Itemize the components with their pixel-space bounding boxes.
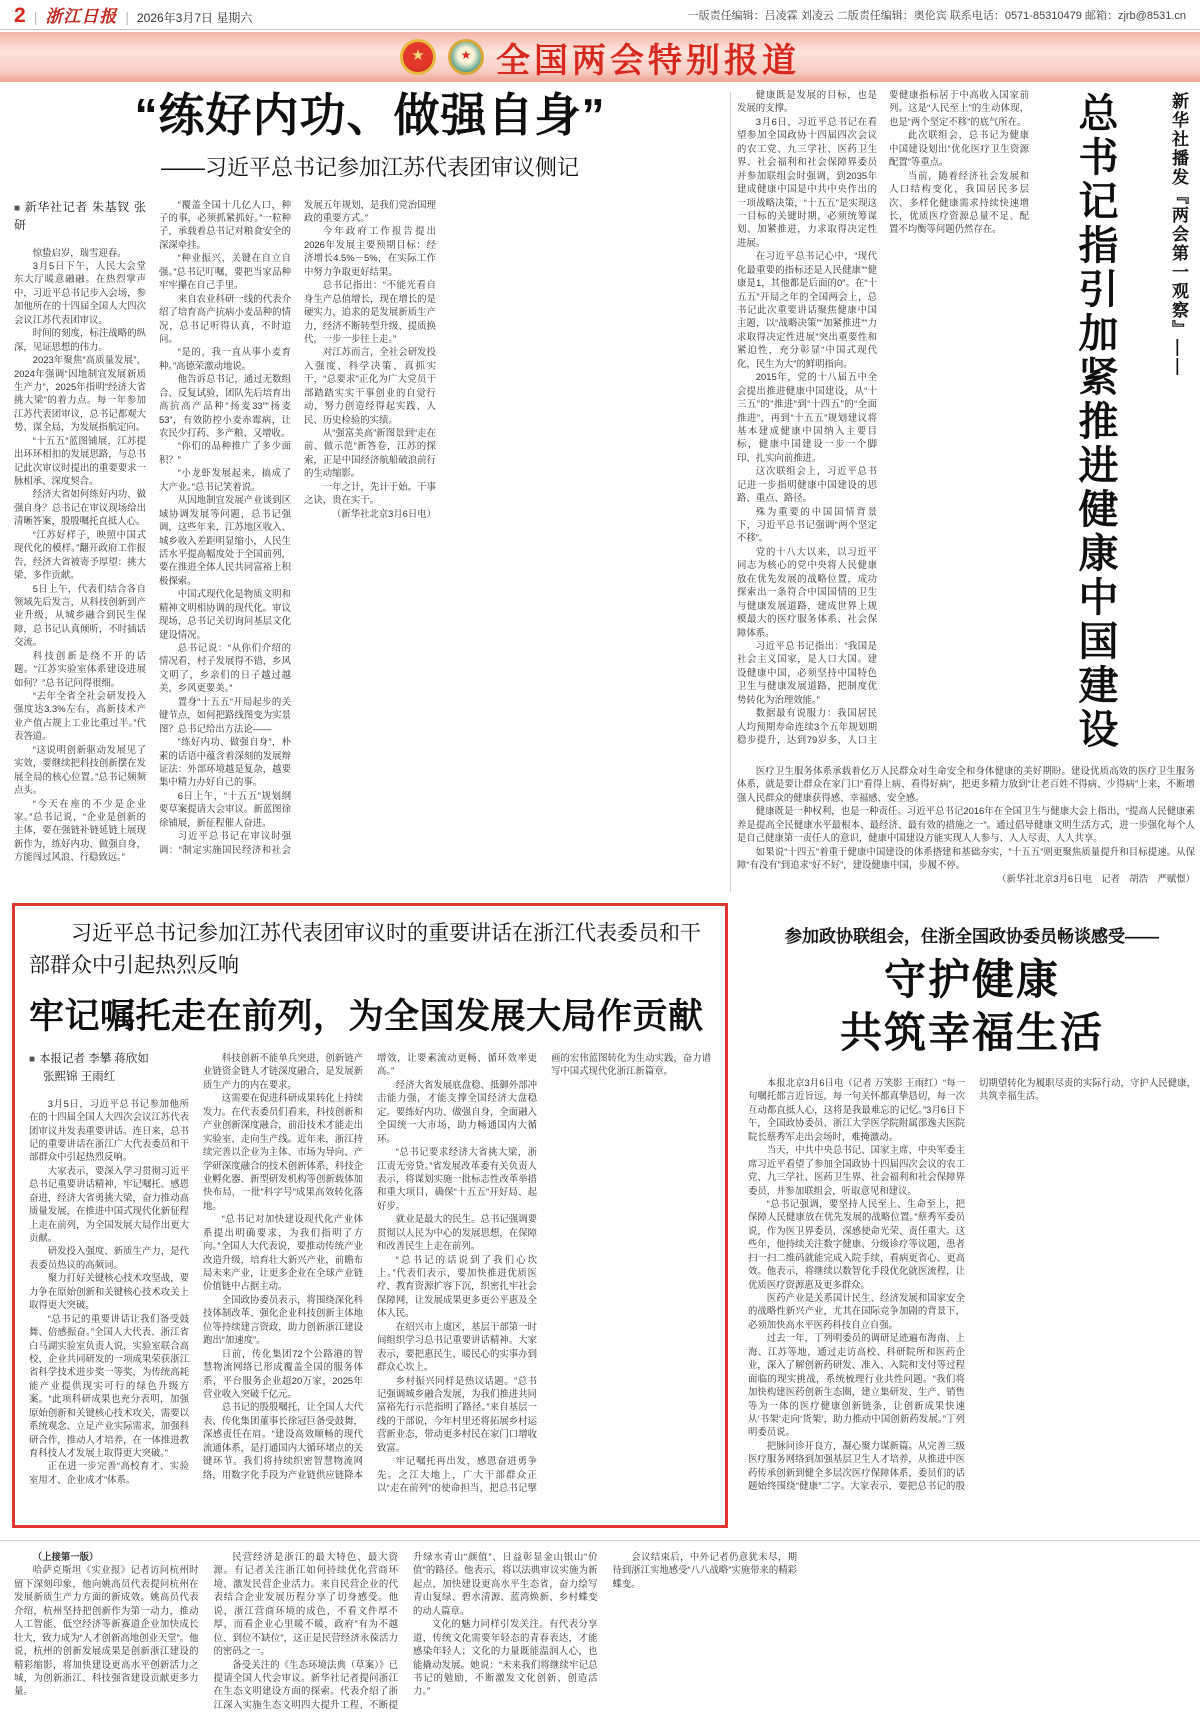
paragraph: “十五五”蓝图铺展，江苏提出环环相扣的发展思路，与总书记此次审议时提出的重要要求一脉相承、深度契合。 — [14, 434, 146, 487]
paragraph: 一年之计，先计于始。干事之诀，贵在实干。 — [304, 480, 436, 506]
paragraph: 2015年，党的十八届五中全会提出推进健康中国建设，从“十三五”的“推进”到“十四五”的“全面推进”，再到“十五五”规划建议将基本建成健康中国纳入主要目标，健康中国建设一步一个脚印、扎实向前推进。 — [737, 371, 877, 463]
byline-square-icon: ■ — [14, 202, 21, 214]
paragraph: 6日上午，“十五五”规划纲要草案提请大会审议。新蓝图徐徐铺展，新征程催人奋进。 — [159, 789, 291, 828]
health-article-columns — [737, 88, 1029, 756]
editors-line: 一版责任编辑：吕凌霖 刘凌云 二版责任编辑：奥伦宾 联系电话：0571-85310479 邮箱：zjrb@8531.cn — [687, 9, 1186, 22]
vertical-headline: 总书记指引加紧推进健康中国建设 — [1073, 92, 1117, 752]
continuation-section — [14, 1550, 1196, 1720]
paragraph: 牢记嘱托再出发，感恩奋进勇争先。之江大地上，广大干部群众正以“走在前列”的使命担当，把总书记擘画的宏伟蓝图转化为生动实践，奋力谱写中国式现代化浙江新篇章。 — [377, 1052, 711, 1493]
paragraph: 医疗卫生服务体系承载着亿万人民群众对生命安全和身体健康的美好期盼。建设优质高效的医疗卫生服务体系，就是要让群众在家门口“看得上病、看得好病”，把更多精力放到“让老百姓不得病、少得病”上来，不断增强人民群众的健康获得感、幸福感、安全感。 — [737, 765, 1195, 803]
paragraph: 科技创新是绕不开的话题。“江苏实验室体系建设进展如何？”总书记问得很细。 — [14, 649, 146, 688]
paragraph: 3月6日，习近平总书记在看望参加全国政协十四届四次会议的农工党、九三学社、医药卫生界、社会福利和社会保障界委员并参加联组会时强调，到2035年建成健康中国是中共中央作出的一项战略决策，“十五五”是实现这一目标的关键时期，必须统筹谋划、加紧推进，力求取得决定性进展。 — [737, 115, 877, 248]
paragraph: 备受关注的《生态环境法典（草案）》已提请全国人代会审议。新华社记者提问浙江在生态文明建设方面的探索。代表介绍了浙江深入实施生态文明四大提升工程、不断提升绿水青山“颜值”、日益彰显金山银山“价值”的路径。他表示，将以法典审议实施为新起点，加快建设更高水平生态省，奋力绘写青山复绿、碧水清源、蓝湾焕新、乡村蝶变的动人篇章。 — [213, 1551, 598, 1710]
paragraph: 习近平总书记在审议时强调：“制定实施国民经济和社会发展五年规划，是我们党治国理政的重要方式。” — [159, 198, 436, 855]
paragraph: 大家表示，要深入学习贯彻习近平总书记重要讲话精神，牢记嘱托、感恩奋进，经济大省勇挑大梁，奋力推动高质量发展，在推进中国式现代化新征程上走在前列，为全国发展大局作出更大贡献。 — [29, 1164, 189, 1243]
paragraph: 数据最有说服力：我国居民人均预期寿命连续3个五年规划期稳步提升，达到79岁多，人口主要健康指标居于中高收入国家前列。这是“人民至上”的生动体现，也是“两个坚定不移”的底气所在。 — [737, 89, 1029, 745]
paragraph: 医药产业是关系国计民生、经济发展和国家安全的战略性新兴产业，尤其在国际竞争加剧的背景下，必须加快高水平医药科技自立自强。 — [748, 1292, 965, 1330]
paragraph: 置身“十五五”开局起步的关键节点，如何把路线图变为实景图？总书记给出方法论—— — [159, 695, 291, 734]
paragraph: “小龙虾发展起来，搞成了大产业。”总书记笑着说。 — [159, 467, 291, 492]
paragraph: 来自农业科研一线的代表介绍了培育高产抗病小麦品种的情况，总书记听得认真，不时追问。 — [159, 292, 291, 344]
paragraph: 殊为重要的中国国情背景下，习近平总书记强调“两个坚定不移”。 — [737, 505, 877, 544]
paragraph: 聚力打好关键核心技术攻坚战，要力争在原始创新和关键核心技术攻关上取得更大突破。 — [29, 1272, 189, 1311]
main-article-columns — [14, 198, 726, 870]
vertical-divider — [730, 92, 731, 892]
paragraph: 他告诉总书记，通过无数组合、反复试验，团队先后培育出高抗高产品种“扬麦33”“扬麦53”，有效防控小麦赤霉病，让农民少打药、多产粮、又增收。 — [159, 373, 291, 439]
paragraph: “总书记的重要讲话让我们备受鼓舞、倍感振奋。”全国人大代表、浙江省白马湖实验室负责人说，实验室联合高校、企业共同研发的一项成果荣获浙江省科学技术进步奖一等奖，为传统高耗能产业提供现实可行的绿色升级方案。“此项科研成果也充分表明，加强原始创新和关键核心技术攻关，需要以系统观念、立足产业实际需求，加强科研合作，推动人才培养，在一体推进教育科技人才发展上取得更大突破。” — [29, 1312, 189, 1458]
horizontal-divider — [0, 1540, 1200, 1541]
paragraph: “去年全省全社会研发投入强度达3.3%左右，高新技术产业产值占规上工业比重过半。”代表答道。 — [14, 690, 146, 742]
paragraph: “覆盖全国十几亿人口，种子的事，必须抓紧抓好。”一粒种子，承载着总书记对粮食安全的深深牵挂。 — [159, 198, 291, 250]
paragraph: 如果说“十四五”着重于健康中国建设的体系搭建和基础夯实，“十五五”则更聚焦质量提升和目标提速。从保障“有没有”到追求“好不好”，建设健康中国，步履不停。 — [737, 845, 1195, 871]
boxed-article-columns — [29, 1051, 711, 1503]
xiehui-article-columns — [748, 1076, 1196, 1504]
article-xiehui — [748, 922, 1196, 1504]
paragraph: 5日上午，代表们结合各自领域先后发言，从科技创新到产业升级，从城乡融合到民生保障，总书记认真倾听，不时插话交流。 — [14, 582, 146, 648]
cppcc-emblem-icon — [448, 39, 484, 75]
paragraph: “江苏好样子，映照中国式现代化的模样。”翻开政府工作报告，经济大省被寄予厚望：挑大梁、多作贡献。 — [14, 528, 146, 581]
paragraph: 本报北京3月6日电（记者 万笑影 王雨红）“每一句嘱托都言近旨远，每一句关怀都真挚恳切，每一次互动都直抵人心，这将是我最难忘的记忆。”3月6日下午，全国政协委员、浙江大学医学院附属邵逸夫医院院长蔡秀军走出会场时，难掩激动。 — [748, 1077, 965, 1142]
vertical-headline-block — [1067, 92, 1195, 764]
paragraph: 健康既是发展的目标，也是发展的支撑。 — [737, 89, 877, 114]
paragraph: “今天在座的不少是企业家。”总书记说，“企业是创新的主体，要在强链补链延链上展现新作为，练好内功、做强自身，方能闯过风浪、行稳致远。” — [14, 797, 146, 863]
paragraph: 2023年聚焦“高质量发展”，2024年强调“因地制宜发展新质生产力”，2025年指明“经济大省挑大梁”的着力点。每一年参加江苏代表团审议，总书记都观大势、谋全局，为发展指航定向。 — [14, 354, 146, 433]
boxed-byline — [29, 1051, 189, 1087]
paragraph: 从“强富美高”新图景到“走在前、做示范”新答卷，江苏的探索，正是中国经济航船破浪前行的生动缩影。 — [304, 427, 436, 479]
paragraph: 健康既是一种权利，也是一种责任。习近平总书记2016年在全国卫生与健康大会上指出，“提高人民健康素养是提高全民健康水平最根本、最经济、最有效的措施之一”。通过倡导健康文明生活方式，进一步强化每个人是自己健康第一责任人的意识，健康中国建设方能实现人人参与、人人尽责、人人共享。 — [737, 805, 1195, 844]
masthead — [0, 0, 1200, 30]
paragraph: 时间的刻度，标注战略的纵深，见证思想的伟力。 — [14, 327, 146, 352]
paragraph: 就业是最大的民生。总书记强调要贯彻以人民为中心的发展思想，在保障和改善民生上走在前列。 — [377, 1213, 537, 1252]
paragraph: 总书记指出：“不能光看自身生产总值增长，现在增长的是硬实力，追求的是发展新质生产力，经济不断转型升级、提质换代，一步一步往上走。” — [304, 279, 436, 344]
paragraph: 会议结束后，中外记者仍意犹未尽，期待到浙江实地感受“八八战略”实施带来的精彩蝶变。 — [612, 1551, 797, 1589]
health-article-wide-text — [737, 764, 1195, 900]
paragraph: “总书记对加快建设现代化产业体系提出明确要求，为我们指明了方向。”全国人大代表说，要推动传统产业改造升级，培育壮大新兴产业，前瞻布局未来产业，让更多企业在全球产业链价值链中占据主动。 — [203, 1213, 363, 1292]
paragraph: 哈萨克斯坦《实业报》记者访问杭州时留下深刻印象，他向姚高员代表提问杭州在发展新质生产力方面的新成效。姚高员代表介绍，杭州坚持把创新作为第一动力，推动人工智能、低空经济等新赛道企业加快成长壮大，致力成为“人才创新高地创业天堂”。他说，杭州的创新发展成果是创新浙江建设的精彩缩影，将加快建设更高水平创新活力之城，为创新浙江、科技强省建设贡献更多力量。 — [14, 1564, 199, 1697]
paragraph: 这次联组会上，习近平总书记进一步指明健康中国建设的思路、重点、路径。 — [737, 465, 877, 504]
xiehui-headline-line2: 共筑幸福生活 — [839, 1010, 1104, 1057]
paragraph: 民营经济是浙江的最大特色、最大资源。有记者关注浙江如何持续优化营商环境、激发民营企业活力。来自民营企业的代表结合企业发展历程分享了切身感受。他说，浙江营商环境的成色，不看文件厚不厚，而看企业心里暖不暖，政府“有为不越位、到位不缺位”，这正是民营经济永葆活力的密码之一。 — [213, 1551, 398, 1657]
paragraph: （新华社北京3月6日电 记者 胡浩 严赋憬） — [997, 872, 1195, 884]
paragraph: “你们的品种推广了多少面积？” — [159, 440, 291, 465]
paragraph: “总书记的话说到了我们心坎上。”代表们表示，要加快推进优质医疗、教育资源扩容下沉，织密扎牢社会保障网，让发展成果更多更公平惠及全体人民。 — [377, 1253, 537, 1319]
continuation-marker: （上接第一版） — [32, 1551, 99, 1562]
paragraph: “是的，我一直从事小麦育种。”高德荣激动地说。 — [159, 346, 291, 371]
boxed-byline-line1: 本报记者 李攀 蒋欣如 — [39, 1053, 149, 1065]
article-boxed — [12, 903, 728, 1528]
paragraph: 对江苏而言，全社会研发投入强度、科学决策、真抓实干，“总要求”正化为广大党员干部踏踏实实干事创业的自觉行动，努力创造经得起实践、人民、历史检验的实绩。 — [304, 346, 436, 425]
xiehui-headline-line1: 守护健康 — [883, 958, 1060, 1004]
xiehui-kicker: 参加政协联组会，住浙全国政协委员畅谈感受—— — [785, 927, 1159, 946]
paragraph: 3月5日下午，人民大会堂东大厅暖意融融。在热烈掌声中，习近平总书记步入会场，参加他所在的十四届全国人大四次会议江苏代表团审议。 — [14, 260, 146, 325]
paragraph: 总书记说：“从你们介绍的情况看，村子发展得不错，乡风文明了，乡亲们的日子越过越美，乡风更要美。” — [159, 642, 291, 694]
paragraph: 总书记的殷殷嘱托，让全国人大代表、传化集团董事长徐冠巨备受鼓舞，深感责任在肩。“建设高效顺畅的现代流通体系，是打通国内大循环堵点的关键环节。我们将持续织密智慧物流网络，用数字化手段为产业链供应链降本增效，让要素流动更畅、循环效率更高。” — [203, 1052, 537, 1480]
paragraph: 当前，随着经济社会发展和人口结构变化，我国居民多层次、多样化健康需求持续快速增长，优质医疗资源总量不足、配置不均衡等问题仍然存在。 — [889, 169, 1029, 235]
article-health-observation — [737, 88, 1195, 902]
page-number: 2 — [14, 3, 26, 27]
paragraph: “种业振兴，关键在自立自强。”总书记叮嘱，要把当家品种牢牢攥在自己手里。 — [159, 252, 291, 291]
paper-logo: 浙江日报 — [45, 6, 118, 26]
banner-title: 全国两会特别报道 — [496, 41, 800, 80]
main-headline: “练好内功、做强自身” — [134, 89, 606, 141]
masthead-divider: | — [125, 8, 129, 25]
paragraph: 乡村振兴同样是热议话题。“总书记强调城乡融合发展，为我们推进共同富裕先行示范指明了路径。”来自基层一线的干部说，今年村里还将拓展乡村运营新业态，带动更多村民在家门口增收致富。 — [377, 1374, 537, 1453]
paragraph: 过去一年，丁列明委员的调研足迹遍布海南、上海、江苏等地，通过走访高校、科研院所和医药企业，深入了解创新药研发、准入、入院和支付等过程面临的现实挑战，系统梳理行业共性问题。“我们将加快构建医药创新生态圈，建立集研发、生产、销售等为一体的医疗健康创新链条，让创新成果快速从‘书架’走向‘货架’，助力推动中国创新药发展。”丁列明委员说。 — [748, 1332, 965, 1438]
masthead-left — [14, 2, 252, 28]
paragraph: 在绍兴市上虞区，基层干部第一时间组织学习总书记重要讲话精神。大家表示，要把惠民生、暖民心的实事办到群众心坎上。 — [377, 1320, 537, 1373]
article-main — [14, 90, 726, 870]
paragraph: 党的十八大以来，以习近平同志为核心的党中央将人民健康放在优先发展的战略位置，成功探索出一条符合中国国情的卫生与健康发展道路，建成世界上规模最大的医疗服务体系、社会保障体系。 — [737, 545, 877, 638]
paragraph: 这需要在促进科研成果转化上持续发力。在代表委员们看来，科技创新和产业创新深度融合，前沿技术才能走出实验室、走向生产线。近年来，浙江持续完善以企业为主体、市场为导向、产学研深度融合的技术创新体系，科技企业孵化器、新型研发机构等创新载体加快布局，一批“科字号”成果高效转化落地。 — [203, 1092, 363, 1211]
paragraph: 在习近平总书记心中，“现代化最重要的指标还是人民健康”“健康是1，其他都是后面的0”。在“十五五”开局之年的全国两会上，总书记此次重要讲话聚焦健康中国主题，以“战略决策”“加紧推进”“力求取得决定性进展”突出重要性和紧迫性，充分彰显“中国式现代化，民生为大”的鲜明指向。 — [737, 250, 877, 369]
paragraph: 日前，传化集团72个公路港的智慧物流网络已形成覆盖全国的服务体系，平台服务企业超20万家，2025年营业收入突破千亿元。 — [203, 1347, 363, 1399]
paragraph: 经济大省如何练好内功、做强自身？总书记在审议现场给出清晰答案，殷殷嘱托直抵人心。 — [14, 488, 146, 527]
boxed-headline: 牢记嘱托走在前列，为全国发展大局作贡献 — [29, 997, 704, 1036]
xiehui-headline — [748, 955, 1196, 1060]
paragraph: 科技创新不能单兵突进，创新链产业链资金链人才链深度融合，是发展新质生产力的内在要求。 — [203, 1052, 363, 1090]
paragraph: 惊蛰启岁，瑞雪迎春。 — [32, 246, 127, 258]
paragraph: 习近平总书记指出：“我国是社会主义国家，是人口大国。建设健康中国，必须坚持中国特色卫生与健康发展道路，把制度优势转化为治理效能。” — [737, 639, 877, 705]
national-emblem-icon — [400, 39, 436, 75]
paragraph: （新华社北京3月6日电） — [331, 507, 436, 519]
paragraph: 此次联组会，总书记为健康中国建设划出“优化医疗卫生资源配置”等重点。 — [889, 129, 1029, 168]
paragraph: 中国式现代化是物质文明和精神文明相协调的现代化。审议现场，总书记关切询问基层文化建设情况。 — [159, 588, 291, 640]
masthead-divider: | — [33, 8, 38, 25]
paragraph: 今年政府工作报告提出2026年发展主要预期目标：经济增长4.5%－5%，在实际工作中努力争取更好结果。 — [304, 225, 436, 277]
special-report-banner — [0, 32, 1200, 82]
main-subtitle: ——习近平总书记参加江苏代表团审议侧记 — [160, 154, 579, 180]
main-byline-text: 新华社记者 朱基钗 张研 — [14, 199, 146, 232]
paragraph: 文化的魅力同样引发关注。有代表分享道，传统文化需要年轻态的青春表达，才能感染年轻人；文化的力量既能温润人心，也能撬动发展。她说：“未来我们将继续牢记总书记的勉励，不断激发文化创新、创造活力。” — [413, 1618, 598, 1697]
paragraph: 从因地制宜发展产业谈到区域协调发展等问题，总书记强调，这些年来，江苏地区收入、城乡收入差距明显缩小，人民生活水平提高幅度处于全国前列，要在推进全体人民共同富裕上积极探索。 — [159, 494, 291, 586]
byline-square-icon: ■ — [29, 1054, 36, 1065]
paragraph: 把脉问诊开良方，凝心聚力谋新篇。从完善三级医疗服务网络到加强基层卫生人才培养，从推进中医药传承创新到健全多层次医疗保障体系，委员们的话题始终围绕“健康”二字。大家表示，要把总书记的殷切期望转化为履职尽责的实际行动，守护人民健康，共筑幸福生活。 — [748, 1077, 1196, 1492]
paragraph: 正在进一步完善“高校育才、实验室用才、企业成才”体系。 — [29, 1460, 189, 1485]
paragraph: “这说明创新驱动发展见了实效，要继续把科技创新摆在发展全局的核心位置。”总书记频频点头。 — [14, 743, 146, 796]
boxed-byline-line2: 张熙锦 王雨红 — [43, 1070, 116, 1083]
paragraph: “总书记强调，要坚持人民至上、生命至上，把保障人民健康放在优先发展的战略位置。”蔡秀军委员说，作为医卫界委员，深感使命光荣、责任重大。这些年，他持续关注数字健康、分级诊疗等议题，患者扫一扫二维码就能完成入院手续，看病更省心、更高效。他表示，将继续以数智化手段优化就医流程，让优质医疗资源惠及更多群众。 — [748, 1197, 965, 1290]
vertical-kicker: 新华社播发『两会第一观察』—— — [1169, 92, 1188, 377]
paragraph: 经济大省发展底盘稳、抵御外部冲击能力强，才能支撑全国经济大盘稳定。要练好内功、做强自身，全面融入全国统一大市场，助力畅通国内大循环。 — [377, 1078, 537, 1144]
paragraph: 3月5日，习近平总书记参加他所在的十四届全国人大四次会议江苏代表团审议并发表重要讲话。连日来，总书记的重要讲话在浙江广大代表委员和干部群众中引起热烈反响。 — [29, 1097, 189, 1163]
paragraph: 研发投入强度、新质生产力，是代表委员热议的高频词。 — [29, 1245, 189, 1270]
boxed-kicker: 习近平总书记参加江苏代表团审议时的重要讲话在浙江代表委员和干部群众中引起热烈反响 — [29, 922, 701, 977]
main-byline — [14, 198, 146, 234]
paragraph: “总书记要求经济大省挑大梁，浙江责无旁贷。”省发展改革委有关负责人表示，将谋划实施一批标志性改革举措和重大项目，确保“十五五”开好局、起好步。 — [377, 1146, 537, 1211]
paragraph: 当天，中共中央总书记、国家主席、中央军委主席习近平看望了参加全国政协十四届四次会议的农工党、九三学社、医药卫生界、社会福利和社会保障界委员，并参加联组会，听取意见和建议。 — [748, 1144, 965, 1196]
paragraph: “练好内功、做强自身”，朴素的话语中蕴含着深刻的发展辩证法：外部环境越是复杂，越要集中精力办好自己的事。 — [159, 736, 291, 788]
paragraph: 全国政协委员表示，将围绕深化科技体制改革、强化企业科技创新主体地位等持续建言资政，助力创新浙江建设跑出“加速度”。 — [203, 1293, 363, 1346]
issue-date: 2026年3月7日 星期六 — [136, 10, 253, 25]
